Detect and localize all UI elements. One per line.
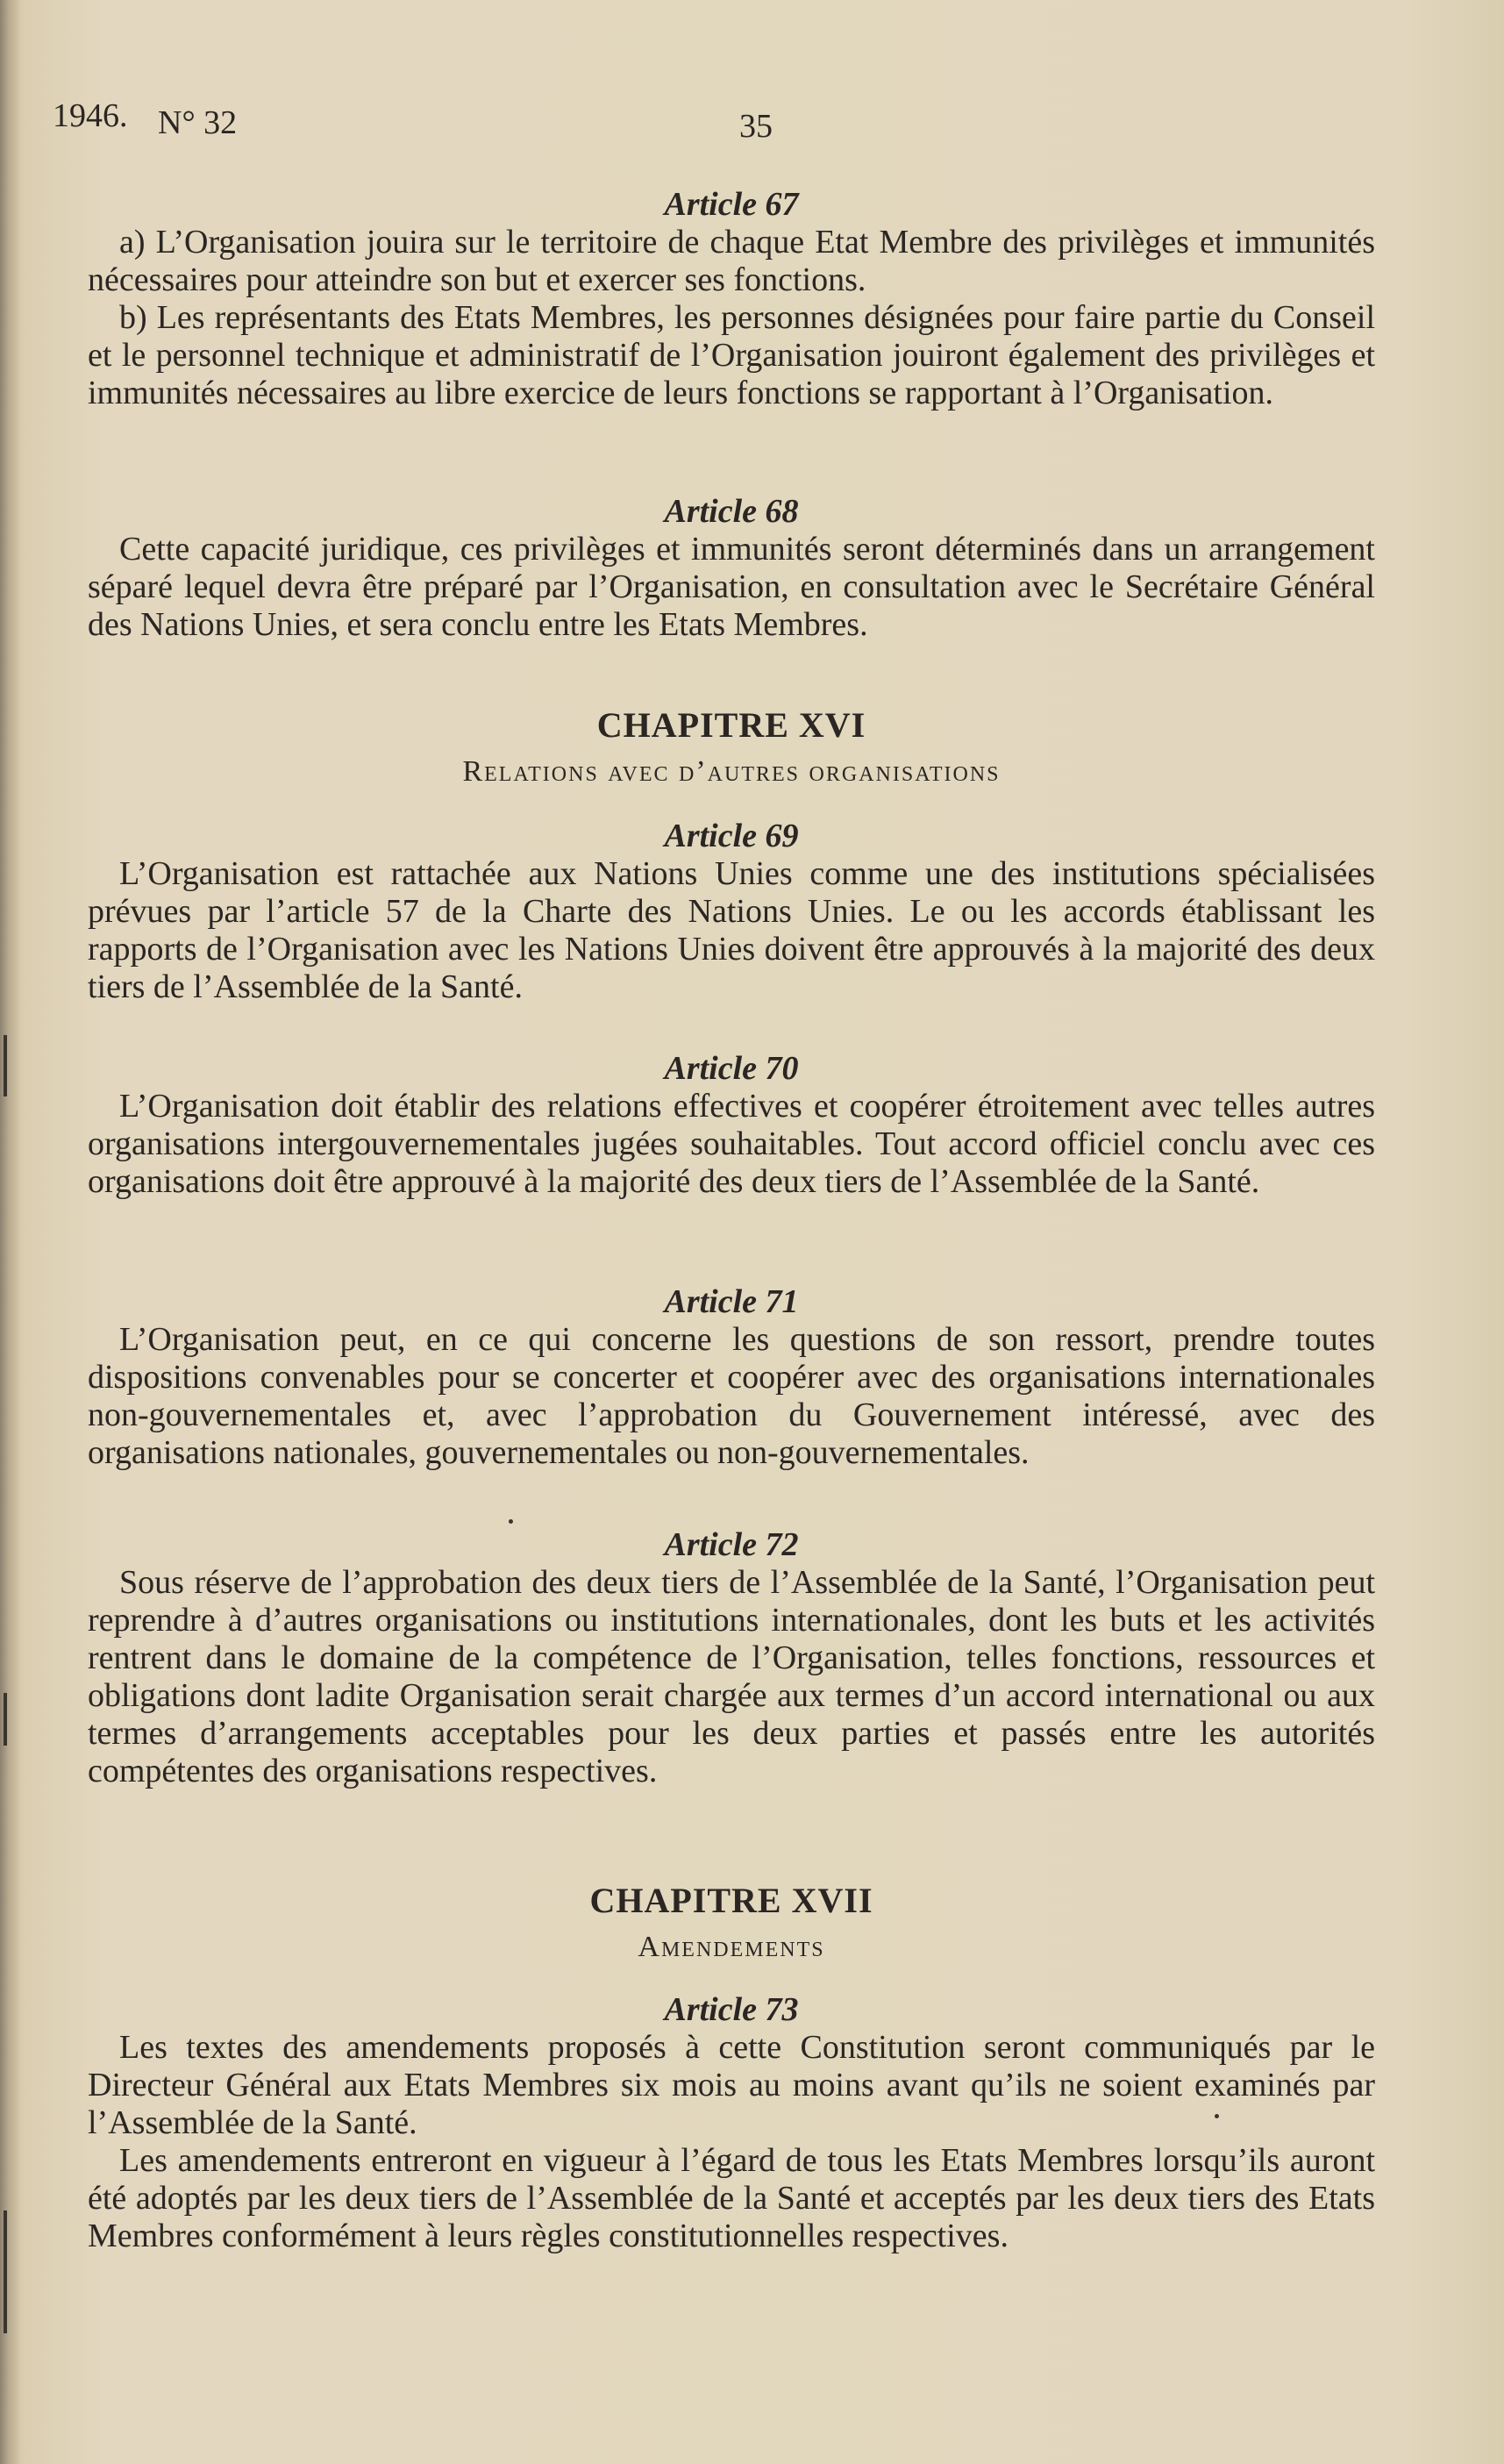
chapter-title: CHAPITRE XVI — [596, 705, 866, 745]
gutter-mark — [4, 2210, 7, 2333]
paragraph: L’Organisation doit établir des relations effectives et coopérer étroitement avec telles autres organisations intergouvernementales jugées souhaitables. Tout accord officiel conclu avec ces organisations doit être approuvé à la majorité des deux tiers de l’Assemblée de la Santé. — [88, 1088, 1375, 1200]
page-number: 35 — [739, 108, 773, 145]
chapter-16 — [88, 706, 1375, 790]
paragraph: Cette capacité juridique, ces privilèges et immunités seront déterminés dans un arrangement séparé lequel devra être préparé par l’Organisation, en consultation avec le Secrétaire Général des Nations Unies, et sera conclu entre les Etats Membres. — [88, 531, 1375, 643]
article-title: Article 68 — [664, 493, 799, 530]
article-68 — [88, 493, 1375, 644]
paragraph: L’Organisation est rattachée aux Nations Unies comme une des institutions spécialisées prévues par l’article 57 de la Charte des Nations Unies. Le ou les accords établissant les rapports de l’Organisation avec les Nations Unies doivent être approuvés à la majorité des deux tiers de l’Assemblée de la Santé. — [88, 855, 1375, 1005]
article-67 — [88, 186, 1375, 412]
paragraph: b) Les représentants des Etats Membres, les personnes désignées pour faire partie du Conseil et le personnel technique et administratif de l’Organisation jouiront également des privilèges et immunités nécessaires au libre exercice de leurs fonctions se rapportant à l’Organisation. — [88, 299, 1375, 411]
article-73 — [88, 1991, 1375, 2255]
article-title: Article 69 — [664, 818, 799, 854]
article-72 — [88, 1526, 1375, 1790]
article-title: Article 71 — [664, 1283, 799, 1320]
paragraph: Sous réserve de l’approbation des deux tiers de l’Assemblée de la Santé, l’Organisation peut reprendre à d’autres organisations ou institutions internationales, dont les buts et les activités rentrent dans le domaine de la compétence de l’Organisation, telles fonctions, ressources et obligations dont ladite Organisation serait chargée aux termes d’un accord international ou aux termes d’arrangements acceptables pour les deux parties et passés entre les autorités compétentes des organisations respectives. — [88, 1564, 1375, 1789]
gutter-mark — [4, 1035, 7, 1096]
article-71 — [88, 1283, 1375, 1472]
paragraph: L’Organisation peut, en ce qui concerne les questions de son ressort, prendre toutes dispositions convenables pour se concerter et coopérer avec des organisations internationales non-gouvernementales et, avec l’approbation du Gouvernement intéressé, avec des organisations nationales, gouvernementales ou non-gouvernementales. — [88, 1321, 1375, 1471]
book-gutter — [0, 0, 19, 2464]
article-title: Article 72 — [664, 1526, 799, 1563]
header-number: N° 32 — [158, 104, 238, 141]
article-69 — [88, 818, 1375, 1006]
print-speck — [509, 1519, 513, 1524]
page-header — [53, 96, 1368, 145]
print-speck — [1215, 2114, 1219, 2118]
article-title: Article 67 — [664, 186, 799, 223]
chapter-subtitle: Relations avec d’autres organisations — [462, 755, 1001, 788]
chapter-17 — [88, 1882, 1375, 1966]
paragraph: Les textes des amendements proposés à cette Constitution seront communiqués par le Directeur Général aux Etats Membres six mois au moins avant qu’ils ne soient examinés par l’Assemblée de la Santé. — [88, 2029, 1375, 2141]
article-title: Article 70 — [664, 1050, 799, 1087]
chapter-title: CHAPITRE XVII — [589, 1881, 873, 1920]
paragraph: Les amendements entreront en vigueur à l’égard de tous les Etats Membres lorsqu’ils auront été adoptés par les deux tiers de l’Assemblée de la Santé et acceptés par les deux tiers des Etats Membres conformément à leurs règles constitutionnelles respectives. — [88, 2142, 1375, 2254]
header-year: 1946. — [53, 97, 128, 134]
article-70 — [88, 1050, 1375, 1201]
paragraph: a) L’Organisation jouira sur le territoire de chaque Etat Membre des privilèges et immunités nécessaires pour atteindre son but et exercer ses fonctions. — [88, 224, 1375, 298]
chapter-subtitle: Amendements — [638, 1931, 825, 1963]
article-title: Article 73 — [664, 1991, 799, 2028]
gutter-mark — [4, 1693, 7, 1746]
